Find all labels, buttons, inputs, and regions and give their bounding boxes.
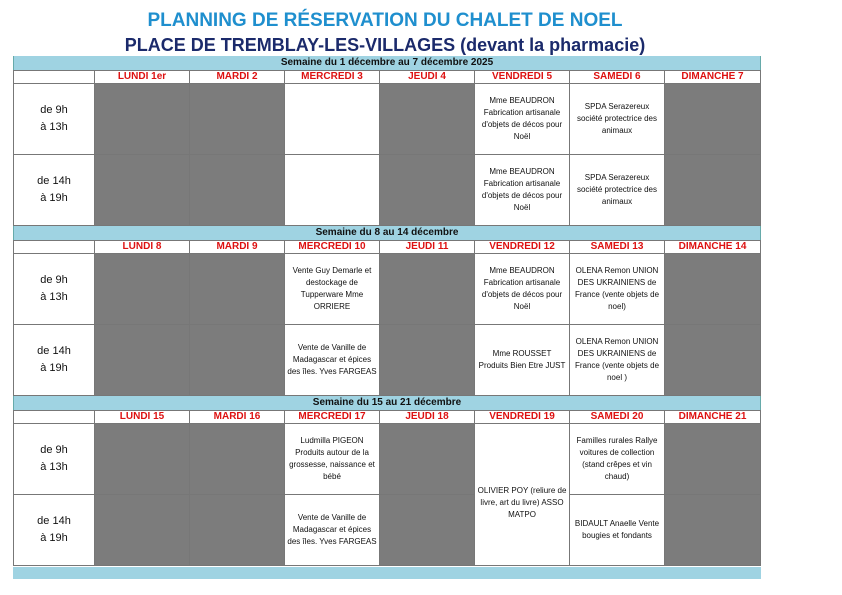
day-header: SAMEDI 6 xyxy=(570,70,665,84)
slot-time: à 19h xyxy=(40,532,68,544)
booking-cell xyxy=(570,325,665,396)
booking-cell xyxy=(475,84,570,155)
booking-text: Vente de Vanille de Madagascar et épices des îles. Yves FARGEAS xyxy=(287,513,377,546)
booking-cell xyxy=(570,155,665,226)
week-band: Semaine du 8 au 14 décembre xyxy=(13,226,761,240)
booking-cell xyxy=(285,254,380,325)
booking-cell xyxy=(570,84,665,155)
week-band: Semaine du 1 décembre au 7 décembre 2025 xyxy=(13,56,761,70)
day-header: JEUDI 4 xyxy=(380,70,475,84)
booking-cell xyxy=(475,254,570,325)
day-header: MARDI 16 xyxy=(190,410,285,424)
corner-cell xyxy=(13,240,95,254)
booking-cell xyxy=(570,495,665,566)
booking-text: Mme ROUSSET Produits Bien Etre JUST xyxy=(478,349,566,370)
booking-text: Vente de Vanille de Madagascar et épices des îles. Yves FARGEAS xyxy=(287,343,377,376)
day-header-row xyxy=(13,410,761,424)
day-header: MARDI 2 xyxy=(190,70,285,84)
slot-row xyxy=(13,325,761,396)
week-band: Semaine du 15 au 21 décembre xyxy=(13,396,761,410)
slot-time: de 14h xyxy=(37,345,71,357)
slot-time: de 9h xyxy=(40,274,68,286)
closed-cell xyxy=(380,424,475,495)
slot-time: à 19h xyxy=(40,362,68,374)
booking-text: OLIVIER POY (reliure de livre, art du livre) ASSO MATPO xyxy=(477,486,567,519)
slot-times xyxy=(40,102,68,136)
slot-row xyxy=(13,84,761,155)
day-header: DIMANCHE 21 xyxy=(665,410,761,424)
corner-cell xyxy=(13,410,95,424)
booking-text: SPDA Serazereux société protectrice des animaux xyxy=(576,102,658,135)
closed-cell xyxy=(190,424,285,495)
booking-cell xyxy=(285,325,380,396)
closed-cell xyxy=(190,84,285,155)
day-header: JEUDI 11 xyxy=(380,240,475,254)
slot-label xyxy=(13,495,95,566)
slot-times xyxy=(37,513,71,547)
booking-text: Vente Guy Demarle et destockage de Tupperware Mme ORRIERE xyxy=(292,266,372,311)
closed-cell xyxy=(95,325,190,396)
booking-text: BIDAULT Anaelle Vente bougies et fondants xyxy=(574,519,660,540)
day-header: LUNDI 1er xyxy=(95,70,190,84)
closed-cell xyxy=(95,254,190,325)
closed-cell xyxy=(380,155,475,226)
reservation-table xyxy=(13,56,761,566)
booking-text: OLENA Remon UNION DES UKRAINIENS de France (vente objets de noel) xyxy=(574,266,660,311)
slot-time: de 9h xyxy=(40,444,68,456)
closed-cell xyxy=(95,424,190,495)
closed-cell xyxy=(380,84,475,155)
day-header: SAMEDI 13 xyxy=(570,240,665,254)
booking-cell xyxy=(570,254,665,325)
booking-text: Ludmilla PIGEON Produits autour de la grossesse, naissance et bébé xyxy=(289,436,375,481)
closed-cell xyxy=(665,84,761,155)
closed-cell xyxy=(665,325,761,396)
footer-band xyxy=(13,567,761,579)
booking-text: Mme BEAUDRON Fabrication artisanale d'objets de décos pour Noël xyxy=(481,167,563,212)
day-header-row xyxy=(13,240,761,254)
slot-row xyxy=(13,424,761,519)
slot-label xyxy=(13,325,95,396)
day-header: DIMANCHE 7 xyxy=(665,70,761,84)
day-header: MERCREDI 10 xyxy=(285,240,380,254)
slot-time: à 13h xyxy=(40,461,68,473)
booking-cell xyxy=(285,495,380,566)
slot-label xyxy=(13,84,95,155)
day-header: VENDREDI 19 xyxy=(475,410,570,424)
slot-time: à 13h xyxy=(40,291,68,303)
closed-cell xyxy=(665,495,761,566)
day-header: LUNDI 15 xyxy=(95,410,190,424)
corner-cell xyxy=(13,70,95,84)
booking-cell xyxy=(285,155,380,226)
closed-cell xyxy=(380,495,475,566)
slot-times xyxy=(40,442,68,476)
day-header: VENDREDI 5 xyxy=(475,70,570,84)
slot-times xyxy=(40,272,68,306)
day-header: LUNDI 8 xyxy=(95,240,190,254)
slot-time: à 19h xyxy=(40,192,68,204)
slot-times xyxy=(37,343,71,377)
closed-cell xyxy=(665,254,761,325)
day-header: JEUDI 18 xyxy=(380,410,475,424)
booking-cell xyxy=(285,424,380,495)
day-header: MARDI 9 xyxy=(190,240,285,254)
closed-cell xyxy=(380,325,475,396)
slot-label xyxy=(13,254,95,325)
closed-cell xyxy=(665,424,761,495)
closed-cell xyxy=(190,325,285,396)
slot-times xyxy=(37,173,71,207)
day-header: VENDREDI 12 xyxy=(475,240,570,254)
booking-cell xyxy=(285,84,380,155)
closed-cell xyxy=(190,254,285,325)
booking-cell xyxy=(475,424,570,519)
slot-time: de 14h xyxy=(37,515,71,527)
slot-label xyxy=(13,155,95,226)
closed-cell xyxy=(380,254,475,325)
page-title: PLANNING DE RÉSERVATION DU CHALET DE NOEL xyxy=(147,10,623,31)
booking-text: SPDA Serazereux société protectrice des animaux xyxy=(576,173,658,206)
slot-row xyxy=(13,495,761,566)
slot-time: à 13h xyxy=(40,121,68,133)
day-header: DIMANCHE 14 xyxy=(665,240,761,254)
closed-cell xyxy=(95,495,190,566)
slot-row xyxy=(13,254,761,325)
closed-cell xyxy=(95,155,190,226)
closed-cell xyxy=(95,84,190,155)
booking-cell xyxy=(475,155,570,226)
day-header-row xyxy=(13,70,761,84)
slot-time: de 14h xyxy=(37,175,71,187)
page-subtitle: PLACE DE TREMBLAY-LES-VILLAGES (devant la pharmacie) xyxy=(124,35,646,55)
closed-cell xyxy=(190,155,285,226)
closed-cell xyxy=(665,155,761,226)
booking-text: Familles rurales Rallye voitures de collection (stand crêpes et vin chaud) xyxy=(576,436,658,481)
closed-cell xyxy=(190,495,285,566)
booking-cell xyxy=(570,424,665,495)
booking-text: Mme BEAUDRON Fabrication artisanale d'objets de décos pour Noël xyxy=(481,266,563,311)
booking-text: Mme BEAUDRON Fabrication artisanale d'objets de décos pour Noël xyxy=(481,96,563,141)
booking-cell xyxy=(475,325,570,396)
slot-row xyxy=(13,155,761,226)
slot-label xyxy=(13,424,95,495)
day-header: MERCREDI 17 xyxy=(285,410,380,424)
day-header: MERCREDI 3 xyxy=(285,70,380,84)
day-header: SAMEDI 20 xyxy=(570,410,665,424)
booking-text: OLENA Remon UNION DES UKRAINIENS de France (vente objets de noel ) xyxy=(574,337,660,382)
slot-time: de 9h xyxy=(40,104,68,116)
